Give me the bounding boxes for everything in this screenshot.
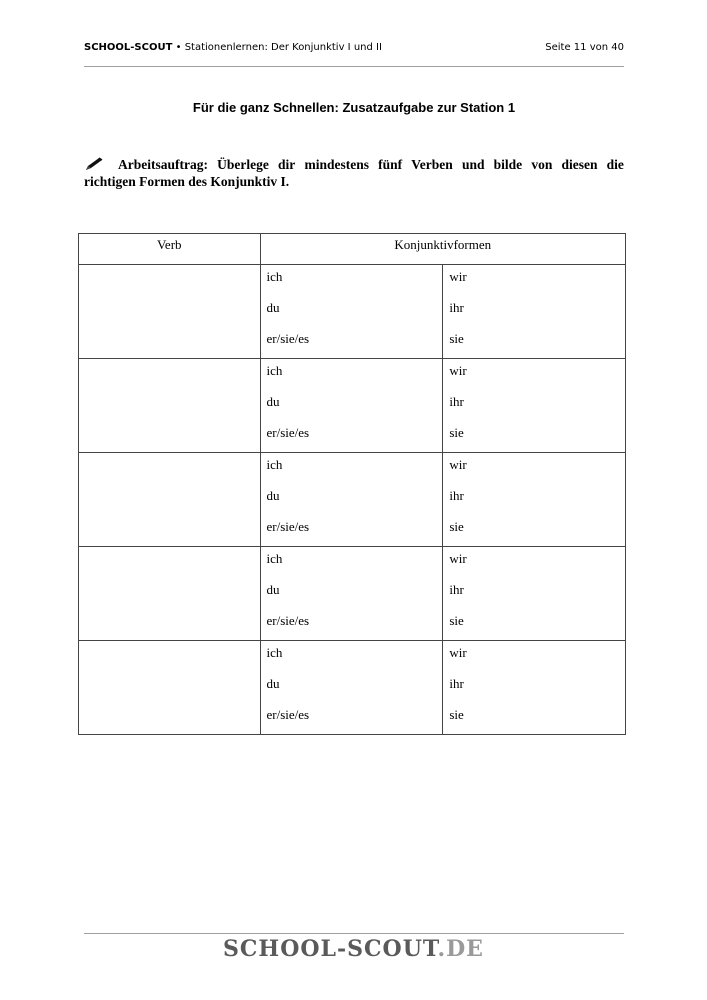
verb-cell[interactable] xyxy=(79,453,261,547)
plural-cell xyxy=(443,359,626,453)
pronoun-label: wir xyxy=(449,457,467,472)
pronoun-label: du xyxy=(266,300,280,315)
page-title: Für die ganz Schnellen: Zusatzaufgabe zur Station 1 xyxy=(192,100,516,115)
pronoun-label: wir xyxy=(449,269,467,284)
pronoun-label: ihr xyxy=(449,300,464,315)
singular-cell xyxy=(260,359,443,453)
table-row xyxy=(79,265,626,359)
pronoun-label: sie xyxy=(449,519,464,534)
plural-pronoun-list xyxy=(443,265,625,358)
table-header-row xyxy=(79,234,626,265)
header-verb: Verb xyxy=(79,234,261,265)
task-word: bilde xyxy=(493,157,523,172)
table-row xyxy=(79,359,626,453)
pronoun-label: sie xyxy=(449,613,464,628)
task-first-word-group xyxy=(84,156,208,173)
verb-cell[interactable] xyxy=(79,547,261,641)
task-word: mindestens xyxy=(304,157,369,172)
task-word: von xyxy=(531,157,553,172)
singular-pronoun-list xyxy=(261,547,443,640)
task-word: Verben xyxy=(411,157,453,172)
pencil-icon xyxy=(84,157,104,171)
pronoun-label: wir xyxy=(449,645,467,660)
pronoun-label: ich xyxy=(266,457,283,472)
task-word: und xyxy=(461,157,485,172)
pronoun-label: ihr xyxy=(449,676,464,691)
pronoun-label: du xyxy=(266,676,280,691)
task-word: Arbeitsauftrag: xyxy=(118,157,208,172)
plural-cell xyxy=(443,453,626,547)
pronoun-label: sie xyxy=(449,707,464,722)
pronoun-label: sie xyxy=(449,425,464,440)
pronoun-label: du xyxy=(266,582,280,597)
plural-cell xyxy=(443,547,626,641)
footer-logo xyxy=(0,936,707,962)
task-word: fünf xyxy=(378,157,403,172)
pronoun-label: ihr xyxy=(449,488,464,503)
task-word: die xyxy=(606,157,624,172)
pronoun-label: du xyxy=(266,488,280,503)
pronoun-label: er/sie/es xyxy=(266,519,310,534)
page-number: Seite 11 von 40 xyxy=(545,42,624,53)
pronoun-label: wir xyxy=(449,551,467,566)
pronoun-label: ich xyxy=(266,269,283,284)
singular-cell xyxy=(260,265,443,359)
plural-pronoun-list xyxy=(443,641,625,734)
plural-cell xyxy=(443,265,626,359)
table-row xyxy=(79,641,626,735)
logo-main: SCHOOL-SCOUT xyxy=(223,936,438,962)
singular-cell xyxy=(260,547,443,641)
task-word: dir xyxy=(278,157,296,172)
task-line-1 xyxy=(84,156,624,173)
pronoun-label: ich xyxy=(266,551,283,566)
header-subtitle: Stationenlernen: Der Konjunktiv I und II xyxy=(184,42,382,53)
pronoun-label: er/sie/es xyxy=(266,425,310,440)
table-row xyxy=(79,453,626,547)
header-divider xyxy=(84,66,624,67)
header-forms: Konjunktivformen xyxy=(260,234,625,265)
pronoun-label: ich xyxy=(266,363,283,378)
singular-pronoun-list xyxy=(261,359,443,452)
pronoun-label: er/sie/es xyxy=(266,613,310,628)
task-word: Überlege xyxy=(217,157,269,172)
pronoun-label: er/sie/es xyxy=(266,707,310,722)
header-separator: • xyxy=(175,42,182,53)
footer-divider xyxy=(84,933,624,934)
verb-cell[interactable] xyxy=(79,265,261,359)
singular-pronoun-list xyxy=(261,453,443,546)
logo-tld: .DE xyxy=(437,936,484,962)
plural-pronoun-list xyxy=(443,359,625,452)
singular-cell xyxy=(260,641,443,735)
pronoun-label: wir xyxy=(449,363,467,378)
verb-cell[interactable] xyxy=(79,359,261,453)
plural-pronoun-list xyxy=(443,547,625,640)
plural-pronoun-list xyxy=(443,453,625,546)
pronoun-label: sie xyxy=(449,331,464,346)
pronoun-label: er/sie/es xyxy=(266,331,310,346)
header-brand: SCHOOL-SCOUT xyxy=(84,42,173,53)
task-line-2: richtigen Formen des Konjunktiv I. xyxy=(84,174,290,189)
pronoun-label: du xyxy=(266,394,280,409)
task-instruction xyxy=(84,156,624,190)
pronoun-label: ihr xyxy=(449,582,464,597)
page-header xyxy=(84,42,624,58)
pronoun-label: ich xyxy=(266,645,283,660)
plural-cell xyxy=(443,641,626,735)
singular-pronoun-list xyxy=(261,265,443,358)
singular-cell xyxy=(260,453,443,547)
singular-pronoun-list xyxy=(261,641,443,734)
pronoun-label: ihr xyxy=(449,394,464,409)
table-row xyxy=(79,547,626,641)
conjunctive-forms-table xyxy=(78,233,626,735)
verb-cell[interactable] xyxy=(79,641,261,735)
task-word: diesen xyxy=(561,157,598,172)
